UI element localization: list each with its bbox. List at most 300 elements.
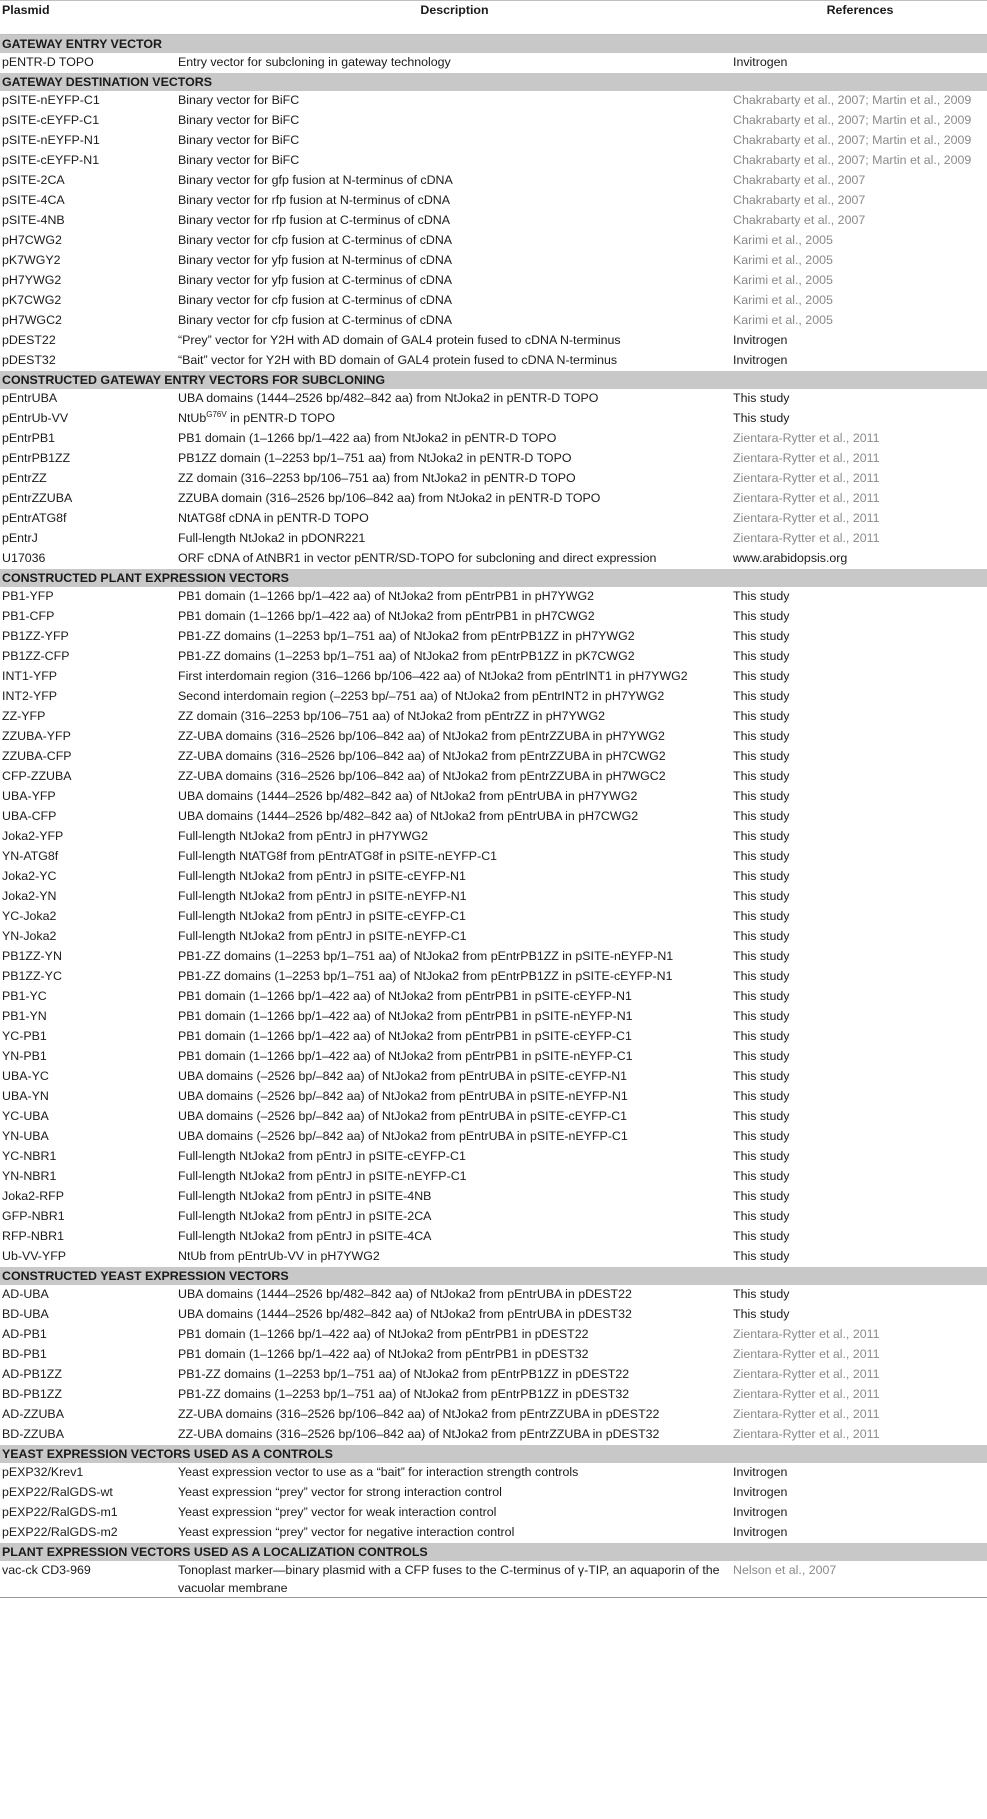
reference-cell[interactable]: Chakrabarty et al., 2007; Martin et al., 2009 [733, 93, 972, 107]
reference-cell: This study [733, 789, 790, 803]
table-row [0, 827, 987, 847]
description-cell: UBA domains (–2526 bp/–842 aa) of NtJoka2 from pEntrUBA in pSITE-nEYFP-N1 [178, 1089, 628, 1103]
table-row [0, 389, 987, 409]
plasmid-cell: BD-UBA [2, 1307, 49, 1321]
plasmid-cell: pSITE-nEYFP-C1 [2, 93, 100, 107]
plasmid-cell: YC-PB1 [2, 1029, 47, 1043]
description-cell: Full-length NtJoka2 from pEntrJ in pSITE-4NB [178, 1189, 432, 1203]
table-row [0, 131, 987, 151]
plasmid-cell: YN-ATG8f [2, 849, 59, 863]
description-cell: Full-length NtJoka2 from pEntrJ in pSITE-2CA [178, 1209, 432, 1223]
reference-cell: This study [733, 1307, 790, 1321]
description-cell: Full-length NtJoka2 from pEntrJ in pSITE-4CA [178, 1229, 432, 1243]
reference-cell[interactable]: Zientara-Rytter et al., 2011 [733, 1367, 880, 1381]
table-row [0, 1007, 987, 1027]
table-row [0, 1523, 987, 1543]
reference-cell: Invitrogen [733, 1485, 788, 1499]
reference-cell: Invitrogen [733, 55, 788, 69]
table-row [0, 549, 987, 569]
description-cell: PB1-ZZ domains (1–2253 bp/1–751 aa) of NtJoka2 from pEntrPB1ZZ in pSITE-cEYFP-N1 [178, 969, 673, 983]
reference-cell: Invitrogen [733, 1465, 788, 1479]
description-cell: ZZ-UBA domains (316–2526 bp/106–842 aa) of NtJoka2 from pEntrZZUBA in pH7YWG2 [178, 729, 665, 743]
reference-cell: This study [733, 829, 790, 843]
plasmid-cell: PB1ZZ-YC [2, 969, 62, 983]
plasmid-cell: pH7CWG2 [2, 233, 62, 247]
description-cell: ZZ-UBA domains (316–2526 bp/106–842 aa) of NtJoka2 from pEntrZZUBA in pDEST32 [178, 1427, 660, 1441]
reference-cell: This study [733, 411, 790, 425]
plasmid-cell: pEntrZZUBA [2, 491, 73, 505]
plasmid-cell: ZZUBA-YFP [2, 729, 71, 743]
reference-cell[interactable]: Zientara-Rytter et al., 2011 [733, 471, 880, 485]
reference-cell[interactable]: Zientara-Rytter et al., 2011 [733, 1387, 880, 1401]
description-cell: NtUb from pEntrUb-VV in pH7YWG2 [178, 1249, 380, 1263]
table-row [0, 1207, 987, 1227]
description-cell: Binary vector for yfp fusion at N-terminus of cDNA [178, 253, 453, 267]
description-cell: PB1 domain (1–1266 bp/1–422 aa) of NtJoka2 from pEntrPB1 in pDEST22 [178, 1327, 589, 1341]
table-row [0, 887, 987, 907]
description-cell: PB1-ZZ domains (1–2253 bp/1–751 aa) of NtJoka2 from pEntrPB1ZZ in pDEST22 [178, 1367, 630, 1381]
table-row [0, 707, 987, 727]
reference-cell: This study [733, 1249, 790, 1263]
table-row [0, 311, 987, 331]
reference-cell: This study [733, 769, 790, 783]
reference-cell: This study [733, 1129, 790, 1143]
description-cell: PB1 domain (1–1266 bp/1–422 aa) of NtJoka2 from pEntrPB1 in pSITE-nEYFP-N1 [178, 1009, 633, 1023]
reference-cell[interactable]: Chakrabarty et al., 2007; Martin et al., 2009 [733, 133, 972, 147]
description-cell: Binary vector for cfp fusion at C-terminus of cDNA [178, 233, 453, 247]
plasmid-cell: pENTR-D TOPO [2, 55, 94, 69]
description-cell: Binary vector for gfp fusion at N-terminus of cDNA [178, 173, 453, 187]
plasmid-cell: pH7WGC2 [2, 313, 62, 327]
table-row [0, 907, 987, 927]
table-row [0, 1087, 987, 1107]
description-cell: “Prey” vector for Y2H with AD domain of GAL4 protein fused to cDNA N-terminus [178, 333, 621, 347]
description-cell: PB1 domain (1–1266 bp/1–422 aa) of NtJoka2 from pEntrPB1 in pH7YWG2 [178, 589, 595, 603]
table-row [0, 1227, 987, 1247]
description-cell: UBA domains (1444–2526 bp/482–842 aa) of NtJoka2 from pEntrUBA in pDEST32 [178, 1307, 632, 1321]
reference-cell: Invitrogen [733, 333, 788, 347]
description-cell: PB1 domain (1–1266 bp/1–422 aa) from NtJoka2 in pENTR-D TOPO [178, 431, 557, 445]
description-cell: UBA domains (1444–2526 bp/482–842 aa) of NtJoka2 from pEntrUBA in pH7CWG2 [178, 809, 639, 823]
description-cell: First interdomain region (316–1266 bp/106–422 aa) of NtJoka2 from pEntrINT1 in pH7YWG2 [178, 669, 688, 683]
table-row [0, 747, 987, 767]
reference-cell[interactable]: Karimi et al., 2005 [733, 313, 833, 327]
plasmid-cell: Joka2-YC [2, 869, 57, 883]
reference-cell[interactable]: Zientara-Rytter et al., 2011 [733, 431, 880, 445]
reference-cell: This study [733, 1209, 790, 1223]
table-row [0, 529, 987, 549]
table-row [0, 607, 987, 627]
plasmid-cell: pSITE-4NB [2, 213, 65, 227]
table-row [0, 1325, 987, 1345]
reference-cell[interactable]: Zientara-Rytter et al., 2011 [733, 1347, 880, 1361]
table-row [0, 489, 987, 509]
plasmid-cell: YN-Joka2 [2, 929, 57, 943]
plasmid-column-header: Plasmid [0, 1, 176, 35]
description-cell: PB1 domain (1–1266 bp/1–422 aa) of NtJoka2 from pEntrPB1 in pSITE-cEYFP-C1 [178, 1029, 632, 1043]
plasmid-cell: ZZUBA-CFP [2, 749, 72, 763]
plasmid-cell: AD-UBA [2, 1287, 49, 1301]
table-row [0, 1067, 987, 1087]
table-row [0, 429, 987, 449]
plasmid-cell: BD-ZZUBA [2, 1427, 64, 1441]
reference-cell[interactable]: Karimi et al., 2005 [733, 253, 833, 267]
reference-cell: www.arabidopsis.org [733, 551, 848, 565]
plasmid-cell: pSITE-cEYFP-N1 [2, 153, 100, 167]
reference-cell[interactable]: Zientara-Rytter et al., 2011 [733, 1327, 880, 1341]
plasmid-cell: pEntrPB1ZZ [2, 451, 71, 465]
table-row [0, 787, 987, 807]
description-cell: Yeast expression “prey” vector for weak interaction control [178, 1505, 497, 1519]
plasmid-cell: PB1ZZ-YN [2, 949, 62, 963]
description-cell: Full-length NtJoka2 from pEntrJ in pSITE-nEYFP-C1 [178, 929, 467, 943]
reference-cell: This study [733, 649, 790, 663]
plasmid-cell: PB1-YFP [2, 589, 54, 603]
section-title: YEAST EXPRESSION VECTORS USED AS A CONTROLS [0, 1445, 987, 1463]
table-body [0, 35, 987, 1598]
description-cell: ZZ-UBA domains (316–2526 bp/106–842 aa) of NtJoka2 from pEntrZZUBA in pH7CWG2 [178, 749, 666, 763]
plasmid-cell: YC-NBR1 [2, 1149, 57, 1163]
table-row [0, 449, 987, 469]
plasmid-cell: PB1-CFP [2, 609, 55, 623]
reference-cell: This study [733, 689, 790, 703]
table-row [0, 1405, 987, 1425]
table-row [0, 1561, 987, 1598]
reference-cell: This study [733, 589, 790, 603]
table-row [0, 1483, 987, 1503]
reference-cell: This study [733, 1009, 790, 1023]
table-row [0, 1365, 987, 1385]
section-title: PLANT EXPRESSION VECTORS USED AS A LOCALIZATION CONTROLS [0, 1543, 987, 1561]
plasmid-cell: pEntrJ [2, 531, 38, 545]
description-cell: PB1 domain (1–1266 bp/1–422 aa) of NtJoka2 from pEntrPB1 in pH7CWG2 [178, 609, 595, 623]
reference-cell: This study [733, 729, 790, 743]
description-cell: ZZ-UBA domains (316–2526 bp/106–842 aa) of NtJoka2 from pEntrZZUBA in pH7WGC2 [178, 769, 666, 783]
table-row [0, 1285, 987, 1305]
description-cell: Binary vector for cfp fusion at C-terminus of cDNA [178, 293, 453, 307]
plasmid-cell: BD-PB1 [2, 1347, 47, 1361]
plasmid-cell: Ub-VV-YFP [2, 1249, 67, 1263]
reference-cell[interactable]: Zientara-Rytter et al., 2011 [733, 1407, 880, 1421]
reference-cell: This study [733, 809, 790, 823]
plasmid-cell: YN-UBA [2, 1129, 49, 1143]
table-row [0, 847, 987, 867]
table-row [0, 1107, 987, 1127]
reference-cell[interactable]: Zientara-Rytter et al., 2011 [733, 1427, 880, 1441]
table-row [0, 509, 987, 529]
section-title: CONSTRUCTED GATEWAY ENTRY VECTORS FOR SUBCLONING [0, 371, 987, 389]
plasmid-cell: pEXP22/RalGDS-m2 [2, 1525, 118, 1539]
reference-cell: This study [733, 1189, 790, 1203]
reference-cell: Invitrogen [733, 353, 788, 367]
plasmid-cell: pSITE-4CA [2, 193, 65, 207]
description-cell: ZZ domain (316–2253 bp/106–751 aa) of NtJoka2 from pEntrZZ in pH7YWG2 [178, 709, 606, 723]
plasmid-cell: pEXP22/RalGDS-wt [2, 1485, 113, 1499]
description-cell: “Bait” vector for Y2H with BD domain of GAL4 protein fused to cDNA N-terminus [178, 353, 618, 367]
reference-cell: This study [733, 669, 790, 683]
reference-cell[interactable]: Zientara-Rytter et al., 2011 [733, 531, 880, 545]
description-column-header: Description [176, 1, 731, 35]
plasmid-cell: UBA-YC [2, 1069, 49, 1083]
plasmid-cell: AD-PB1ZZ [2, 1367, 62, 1381]
plasmid-cell: GFP-NBR1 [2, 1209, 65, 1223]
section-title: GATEWAY DESTINATION VECTORS [0, 73, 987, 91]
reference-cell[interactable]: Chakrabarty et al., 2007; Martin et al., 2009 [733, 153, 972, 167]
plasmid-cell: PB1-YC [2, 989, 47, 1003]
plasmid-cell: pEntrPB1 [2, 431, 56, 445]
table-row [0, 1425, 987, 1445]
section-title: CONSTRUCTED YEAST EXPRESSION VECTORS [0, 1267, 987, 1285]
description-cell: ZZUBA domain (316–2526 bp/106–842 aa) from NtJoka2 in pENTR-D TOPO [178, 491, 601, 505]
plasmid-cell: U17036 [2, 551, 46, 565]
description-cell: PB1-ZZ domains (1–2253 bp/1–751 aa) of NtJoka2 from pEntrPB1ZZ in pH7YWG2 [178, 629, 635, 643]
plasmid-cell: RFP-NBR1 [2, 1229, 64, 1243]
table-row [0, 151, 987, 171]
table-row [0, 409, 987, 429]
table-row [0, 291, 987, 311]
description-cell: Full-length NtJoka2 from pEntrJ in pSITE-cEYFP-C1 [178, 1149, 466, 1163]
reference-cell: This study [733, 1287, 790, 1301]
plasmid-cell: pDEST32 [2, 353, 56, 367]
table-row [0, 1463, 987, 1483]
reference-cell: This study [733, 969, 790, 983]
description-cell: ZZ domain (316–2253 bp/106–751 aa) from NtJoka2 in pENTR-D TOPO [178, 471, 576, 485]
plasmid-cell: UBA-YN [2, 1089, 49, 1103]
reference-cell: This study [733, 929, 790, 943]
plasmid-cell: Joka2-RFP [2, 1189, 64, 1203]
description-cell: Binary vector for BiFC [178, 93, 300, 107]
plasmid-cell: pSITE-2CA [2, 173, 65, 187]
plasmid-cell: pH7YWG2 [2, 273, 62, 287]
reference-cell: This study [733, 391, 790, 405]
description-cell: PB1-ZZ domains (1–2253 bp/1–751 aa) of NtJoka2 from pEntrPB1ZZ in pSITE-nEYFP-N1 [178, 949, 674, 963]
plasmid-cell: YC-Joka2 [2, 909, 57, 923]
plasmid-cell: pEntrUBA [2, 391, 58, 405]
reference-cell[interactable]: Chakrabarty et al., 2007 [733, 193, 866, 207]
reference-cell[interactable]: Chakrabarty et al., 2007 [733, 213, 866, 227]
section-header-row [0, 1267, 987, 1285]
description-cell: Binary vector for cfp fusion at C-terminus of cDNA [178, 313, 453, 327]
table-row [0, 469, 987, 489]
table-row [0, 91, 987, 111]
description-cell: PB1 domain (1–1266 bp/1–422 aa) of NtJoka2 from pEntrPB1 in pSITE-cEYFP-N1 [178, 989, 632, 1003]
table-row [0, 231, 987, 251]
description-cell: Tonoplast marker—binary plasmid with a CFP fuses to the C-terminus of γ-TIP, an aquaporin of the vacuolar membrane [176, 1561, 731, 1598]
reference-cell: This study [733, 1029, 790, 1043]
plasmid-cell: pK7WGY2 [2, 253, 61, 267]
plasmid-cell: pEXP22/RalGDS-m1 [2, 1505, 118, 1519]
description-cell: NtATG8f cDNA in pENTR-D TOPO [178, 511, 369, 525]
reference-cell: This study [733, 1169, 790, 1183]
description-cell: Binary vector for yfp fusion at C-terminus of cDNA [178, 273, 453, 287]
reference-cell[interactable]: Zientara-Rytter et al., 2011 [733, 491, 880, 505]
description-cell: Full-length NtJoka2 in pDONR221 [178, 531, 366, 545]
section-header-row [0, 1543, 987, 1561]
section-header-row [0, 1445, 987, 1463]
reference-cell: This study [733, 709, 790, 723]
table-row [0, 171, 987, 191]
table-row [0, 807, 987, 827]
plasmid-cell: PB1ZZ-CFP [2, 649, 70, 663]
reference-cell: This study [733, 849, 790, 863]
description-cell: NtUb$^{G76V}$ in pENTR-D TOPO [178, 409, 336, 425]
table-row [0, 767, 987, 787]
reference-cell: This study [733, 1069, 790, 1083]
plasmid-cell: INT1-YFP [2, 669, 58, 683]
table-row [0, 1503, 987, 1523]
reference-cell: This study [733, 749, 790, 763]
plasmid-cell: CFP-ZZUBA [2, 769, 72, 783]
plasmid-cell: pDEST22 [2, 333, 56, 347]
reference-cell: Invitrogen [733, 1505, 788, 1519]
superscript-mutation: G76V [206, 409, 227, 419]
plasmid-cell: YN-PB1 [2, 1049, 47, 1063]
table-row [0, 927, 987, 947]
plasmid-cell: pSITE-nEYFP-N1 [2, 133, 100, 147]
description-cell: UBA domains (1444–2526 bp/482–842 aa) of NtJoka2 from pEntrUBA in pH7YWG2 [178, 789, 638, 803]
plasmid-cell: Joka2-YFP [2, 829, 64, 843]
section-title: CONSTRUCTED PLANT EXPRESSION VECTORS [0, 569, 987, 587]
reference-cell[interactable]: Zientara-Rytter et al., 2011 [733, 451, 880, 465]
table-row [0, 947, 987, 967]
description-cell: Full-length NtJoka2 from pEntrJ in pSITE-cEYFP-N1 [178, 869, 466, 883]
table-row [0, 1305, 987, 1325]
description-cell: PB1 domain (1–1266 bp/1–422 aa) of NtJoka2 from pEntrPB1 in pDEST32 [178, 1347, 589, 1361]
reference-cell[interactable]: Zientara-Rytter et al., 2011 [733, 511, 880, 525]
description-cell: Yeast expression vector to use as a “bait” for interaction strength controls [178, 1465, 579, 1479]
section-header-row [0, 371, 987, 389]
plasmid-cell: AD-ZZUBA [2, 1407, 64, 1421]
description-cell: Full-length NtJoka2 from pEntrJ in pH7YWG2 [178, 829, 428, 843]
plasmid-cell: INT2-YFP [2, 689, 58, 703]
reference-cell[interactable]: Nelson et al., 2007 [731, 1561, 987, 1598]
description-cell: ZZ-UBA domains (316–2526 bp/106–842 aa) of NtJoka2 from pEntrZZUBA in pDEST22 [178, 1407, 660, 1421]
table-row [0, 331, 987, 351]
plasmid-cell: ZZ-YFP [2, 709, 46, 723]
table-row [0, 967, 987, 987]
table-row [0, 727, 987, 747]
plasmid-cell: UBA-CFP [2, 809, 57, 823]
description-cell: Full-length NtJoka2 from pEntrJ in pSITE-cEYFP-C1 [178, 909, 466, 923]
table-row [0, 1187, 987, 1207]
plasmid-cell: pEntrATG8f [2, 511, 67, 525]
section-header-row [0, 569, 987, 587]
plasmid-cell: PB1ZZ-YFP [2, 629, 69, 643]
description-cell: UBA domains (–2526 bp/–842 aa) of NtJoka2 from pEntrUBA in pSITE-cEYFP-N1 [178, 1069, 628, 1083]
references-column-header: References [731, 1, 987, 35]
plasmid-cell: pK7CWG2 [2, 293, 62, 307]
reference-cell[interactable]: Karimi et al., 2005 [733, 233, 833, 247]
plasmid-cell: YN-NBR1 [2, 1169, 57, 1183]
description-cell: Full-length NtJoka2 from pEntrJ in pSITE-nEYFP-C1 [178, 1169, 467, 1183]
section-header-row [0, 73, 987, 91]
table-row [0, 191, 987, 211]
description-cell: Yeast expression “prey” vector for negative interaction control [178, 1525, 515, 1539]
plasmid-cell: pEntrUb-VV [2, 411, 69, 425]
table-row [0, 647, 987, 667]
reference-cell: This study [733, 1049, 790, 1063]
reference-cell: This study [733, 629, 790, 643]
reference-cell: This study [733, 1149, 790, 1163]
description-cell: Entry vector for subcloning in gateway technology [178, 55, 451, 69]
section-header-row [0, 35, 987, 54]
table-row [0, 251, 987, 271]
table-row [0, 1147, 987, 1167]
reference-cell: This study [733, 1229, 790, 1243]
description-cell: Binary vector for BiFC [178, 153, 300, 167]
plasmid-cell: Joka2-YN [2, 889, 57, 903]
description-cell: Binary vector for BiFC [178, 113, 300, 127]
description-cell: UBA domains (1444–2526 bp/482–842 aa) from NtJoka2 in pENTR-D TOPO [178, 391, 599, 405]
reference-cell: This study [733, 909, 790, 923]
table-row [0, 667, 987, 687]
table-row [0, 211, 987, 231]
reference-cell: This study [733, 989, 790, 1003]
description-cell: PB1-ZZ domains (1–2253 bp/1–751 aa) of NtJoka2 from pEntrPB1ZZ in pDEST32 [178, 1387, 630, 1401]
description-cell: UBA domains (–2526 bp/–842 aa) of NtJoka2 from pEntrUBA in pSITE-cEYFP-C1 [178, 1109, 628, 1123]
reference-cell: This study [733, 1109, 790, 1123]
description-cell: Second interdomain region (–2253 bp/–751 aa) of NtJoka2 from pEntrINT2 in pH7YWG2 [178, 689, 665, 703]
plasmid-cell: pEntrZZ [2, 471, 47, 485]
description-cell: Full-length NtJoka2 from pEntrJ in pSITE-nEYFP-N1 [178, 889, 467, 903]
description-cell: PB1 domain (1–1266 bp/1–422 aa) of NtJoka2 from pEntrPB1 in pSITE-nEYFP-C1 [178, 1049, 633, 1063]
description-cell: Full-length NtATG8f from pEntrATG8f in pSITE-nEYFP-C1 [178, 849, 498, 863]
table-row [0, 987, 987, 1007]
plasmid-cell: YC-UBA [2, 1109, 49, 1123]
plasmid-cell: pSITE-cEYFP-C1 [2, 113, 100, 127]
description-cell: PB1ZZ domain (1–2253 bp/1–751 aa) from NtJoka2 in pENTR-D TOPO [178, 451, 572, 465]
table-row [0, 1047, 987, 1067]
reference-cell: This study [733, 869, 790, 883]
description-cell: Binary vector for BiFC [178, 133, 300, 147]
table-row [0, 1345, 987, 1365]
description-cell: Binary vector for rfp fusion at C-terminus of cDNA [178, 213, 450, 227]
reference-cell: This study [733, 949, 790, 963]
plasmid-cell: pEXP32/Krev1 [2, 1465, 84, 1479]
plasmid-cell: vac-ck CD3-969 [0, 1561, 176, 1598]
reference-cell: This study [733, 1089, 790, 1103]
table-row [0, 627, 987, 647]
description-cell: UBA domains (–2526 bp/–842 aa) of NtJoka2 from pEntrUBA in pSITE-nEYFP-C1 [178, 1129, 628, 1143]
reference-cell: This study [733, 889, 790, 903]
table-row [0, 1385, 987, 1405]
reference-cell[interactable]: Chakrabarty et al., 2007; Martin et al., 2009 [733, 113, 972, 127]
table-row [0, 1247, 987, 1267]
description-cell: UBA domains (1444–2526 bp/482–842 aa) of NtJoka2 from pEntrUBA in pDEST22 [178, 1287, 632, 1301]
table-row [0, 587, 987, 607]
table-row [0, 271, 987, 291]
table-row [0, 53, 987, 73]
section-title: GATEWAY ENTRY VECTOR [0, 35, 987, 54]
reference-cell[interactable]: Karimi et al., 2005 [733, 293, 833, 307]
plasmid-cell: UBA-YFP [2, 789, 56, 803]
table-row [0, 1027, 987, 1047]
description-cell: PB1-ZZ domains (1–2253 bp/1–751 aa) of NtJoka2 from pEntrPB1ZZ in pK7CWG2 [178, 649, 635, 663]
table-row [0, 111, 987, 131]
table-header-row [0, 1, 987, 35]
description-cell: ORF cDNA of AtNBR1 in vector pENTR/SD-TOPO for subcloning and direct expression [178, 551, 657, 565]
plasmid-cell: PB1-YN [2, 1009, 47, 1023]
reference-cell: This study [733, 609, 790, 623]
reference-cell[interactable]: Karimi et al., 2005 [733, 273, 833, 287]
description-cell: Binary vector for rfp fusion at N-terminus of cDNA [178, 193, 450, 207]
plasmid-cell: BD-PB1ZZ [2, 1387, 62, 1401]
table-row [0, 351, 987, 371]
table-row [0, 687, 987, 707]
plasmid-cell: AD-PB1 [2, 1327, 47, 1341]
reference-cell[interactable]: Chakrabarty et al., 2007 [733, 173, 866, 187]
table-row [0, 1127, 987, 1147]
